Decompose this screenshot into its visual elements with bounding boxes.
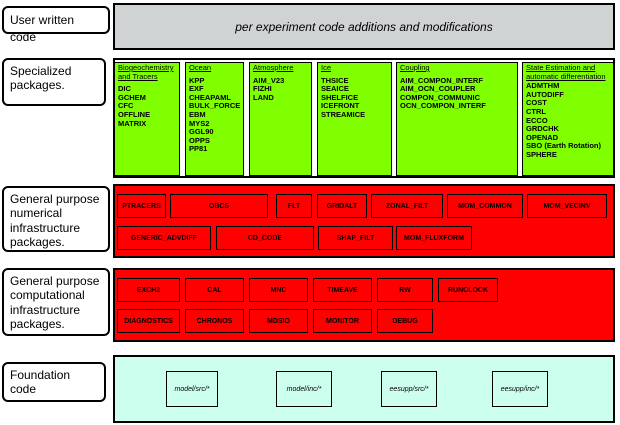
- pkg-column-header: Ocean: [189, 63, 212, 72]
- infra-box: TIMEAVE: [313, 278, 372, 302]
- pkg-column: [185, 62, 244, 176]
- pkg-item: SEAICE: [321, 85, 349, 94]
- infra-box: FLT: [276, 194, 312, 218]
- infra-box: MNC: [249, 278, 308, 302]
- pkg-item: CTRL: [526, 107, 546, 116]
- infra-box: SHAP_FILT: [318, 226, 393, 250]
- pkg-item: SHELFICE: [321, 93, 359, 102]
- pkg-item: EXF: [189, 85, 204, 94]
- pkg-item: OPPS: [189, 136, 210, 145]
- infra-box: CD_CODE: [216, 226, 314, 250]
- user-code-text: per experiment code additions and modifications: [235, 19, 493, 34]
- pkg-column: [317, 62, 392, 176]
- computational-label: General purpose computational infrastructure packages.: [2, 268, 110, 336]
- infra-box: OBCS: [170, 194, 268, 218]
- pkg-item: BULK_FORCE: [189, 102, 241, 111]
- pkg-item: LAND: [253, 93, 274, 102]
- pkg-item: OFFLINE: [118, 110, 151, 119]
- pkg-item: AIM_V23: [253, 76, 285, 85]
- infra-box: MDSIO: [249, 309, 308, 333]
- pkg-column-header: State Estimation and automatic differentiation: [526, 63, 606, 81]
- pkg-column: [396, 62, 518, 176]
- pkg-column-header: Coupling: [400, 63, 430, 72]
- pkg-item: STREAMICE: [321, 110, 366, 119]
- infra-box: MOM_FLUXFORM: [396, 226, 472, 250]
- pkg-item: DIC: [118, 85, 131, 94]
- infra-box: DIAGNOSTICS: [117, 309, 180, 333]
- pkg-item: COST: [526, 99, 547, 108]
- pkg-item: AUTODIFF: [526, 90, 564, 99]
- infra-box: GRIDALT: [317, 194, 367, 218]
- infra-box: MOM_COMMON: [447, 194, 523, 218]
- pkg-item: SPHERE: [526, 150, 557, 159]
- infra-box: EXCH2: [117, 278, 180, 302]
- pkg-item: ICEFRONT: [321, 102, 360, 111]
- user-code-label: User written code: [2, 6, 110, 34]
- pkg-item: GCHEM: [118, 93, 146, 102]
- pkg-item: OCN_COMPON_INTERF: [400, 102, 486, 111]
- infra-box: PTRACERS: [117, 194, 166, 218]
- pkg-item: OPENAD: [526, 133, 559, 142]
- infra-box: MOM_VECINV: [527, 194, 607, 218]
- pkg-item: SBO (Earth Rotation): [526, 142, 601, 151]
- pkg-column: [522, 62, 614, 176]
- pkg-item: AIM_OCN_COUPLER: [400, 85, 476, 94]
- foundation-box: eesupp/inc/*: [492, 371, 548, 407]
- pkg-item: GGL90: [189, 128, 214, 137]
- pkg-item: KPP: [189, 76, 205, 85]
- infra-box: CAL: [185, 278, 244, 302]
- foundation-box: model/inc/*: [276, 371, 332, 407]
- pkg-item: MATRIX: [118, 119, 147, 128]
- pkg-column: [114, 62, 180, 176]
- pkg-item: CFC: [118, 102, 134, 111]
- pkg-item: COMPON_COMMUNIC: [400, 93, 480, 102]
- infra-box: RW: [377, 278, 433, 302]
- pkg-item: THSICE: [321, 76, 349, 85]
- foundation-box: model/src/*: [166, 371, 218, 407]
- pkg-column: [249, 62, 312, 176]
- foundation-box: eesupp/src/*: [381, 371, 437, 407]
- specialized-label: Specialized packages.: [2, 58, 106, 106]
- pkg-item: MYS2: [189, 119, 210, 128]
- pkg-item: GRDCHK: [526, 125, 559, 134]
- infra-box: RUNCLOCK: [438, 278, 498, 302]
- numerical-label: General purpose numerical infrastructure packages.: [2, 186, 110, 252]
- infra-box: ZONAL_FILT: [371, 194, 443, 218]
- infra-box: MONITOR: [313, 309, 372, 333]
- infra-box: CHRONOS: [185, 309, 244, 333]
- pkg-item: EBM: [189, 110, 206, 119]
- pkg-column-header: Atmosphere: [253, 63, 294, 72]
- pkg-item: AIM_COMPON_INTERF: [400, 76, 483, 85]
- pkg-item: ADMTHM: [526, 82, 560, 91]
- user-code-area: [113, 3, 615, 50]
- infra-box: GENERIC_ADVDIFF: [117, 226, 211, 250]
- pkg-item: CHEAPAML: [189, 93, 231, 102]
- pkg-item: FIZHI: [253, 85, 272, 94]
- pkg-column-header: Biogeochemistry and Tracers: [118, 63, 174, 81]
- pkg-item: PP81: [189, 145, 208, 154]
- infra-box: DEBUG: [377, 309, 433, 333]
- pkg-item: ECCO: [526, 116, 548, 125]
- pkg-column-header: Ice: [321, 63, 332, 72]
- foundation-label: Foundation code: [2, 362, 106, 402]
